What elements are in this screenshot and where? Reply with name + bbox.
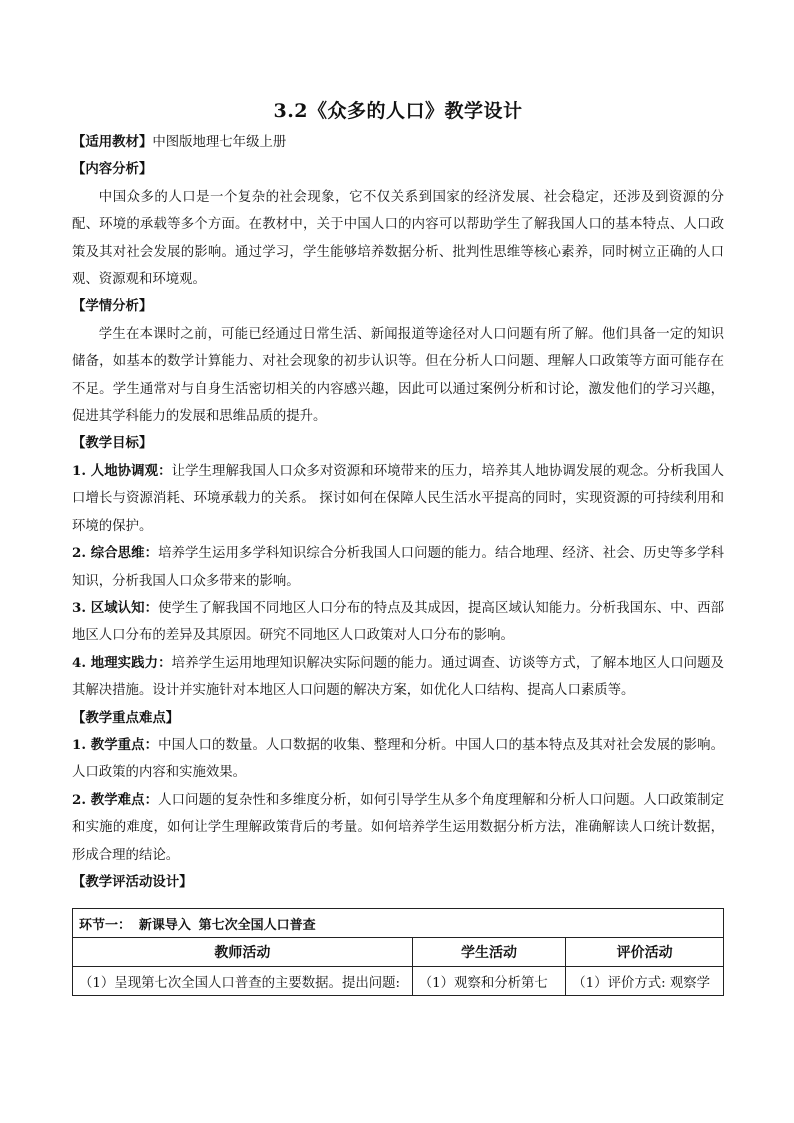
objective-lead: 2. 综合思维： xyxy=(72,545,159,562)
key-point-item xyxy=(72,787,724,869)
objective-text: 让学生理解我国人口众多对资源和环境带来的压力，培养其人地协调发展的观念。分析我国人口增长与资源消耗、环境承载力的关系。 探讨如何在保障人民生活水平提高的同时，实现资源的可持续利用和环境的保护。 xyxy=(72,463,725,534)
objective-text: 培养学生运用多学科知识综合分析我国人口问题的能力。结合地理、经济、社会、历史等多学科知识，分析我国人口众多带来的影响。 xyxy=(72,546,725,589)
key-point-lead: 2. 教学难点： xyxy=(72,791,159,808)
key-point-text: 中国人口的数量。人口数据的收集、整理和分析。中国人口的基本特点及其对社会发展的影响。人口政策的内容和实施效果。 xyxy=(72,737,725,781)
objective-item xyxy=(72,650,724,705)
column-header: 学生活动 xyxy=(412,938,566,967)
learner-analysis-heading: 【学情分析】 xyxy=(72,298,153,315)
objective-lead: 4. 地理实践力： xyxy=(72,654,172,671)
evaluation-heading: 【教学评活动设计】 xyxy=(72,873,193,890)
objective-lead: 3. 区域认知： xyxy=(72,599,159,616)
objective-item xyxy=(72,458,724,540)
table-row xyxy=(73,909,724,938)
key-point-lead: 1. 教学重点： xyxy=(72,736,159,753)
objectives-heading: 【教学目标】 xyxy=(72,435,153,452)
column-header: 评价活动 xyxy=(566,938,724,967)
key-point-text: 人口问题的复杂性和多维度分析，如何引导学生从多个角度理解和分析人口问题。人口政策制定和实施的难度，如何让学生理解政策背后的考量。如何培养学生运用数据分析方法，准确解读人口统计数据，形成合理的结论。 xyxy=(72,792,725,863)
objective-item xyxy=(72,540,724,595)
table-cell: （1）呈现第七次全国人口普查的主要数据。提出问题: xyxy=(73,967,413,996)
objective-text: 使学生了解我国不同地区人口分布的特点及其成因，提高区域认知能力。分析我国东、中、西部地区人口分布的差异及其原因。研究不同地区人口政策对人口分布的影响。 xyxy=(72,600,725,644)
key-points-heading: 【教学重点难点】 xyxy=(72,709,180,726)
material-label: 【适用教材】 xyxy=(72,134,153,150)
objective-text: 培养学生运用地理知识解决实际问题的能力。通过调查、访谈等方式，了解本地区人口问题及其解决措施。设计并实施针对本地区人口问题的解决方案，如优化人口结构、提高人口素质等。 xyxy=(72,655,725,699)
content-analysis-text: 中国众多的人口是一个复杂的社会现象，它不仅关系到国家的经济发展、社会稳定，还涉及到资源的分配、环境的承载等多个方面。在教材中，关于中国人口的内容可以帮助学生了解我国人口的基本特点、人口政策及其对社会发展的影响。通过学习，学生能够培养数据分析、批判性思维等核心素养，同时树立正确的人口观、资源观和环境观。 xyxy=(72,189,724,288)
material-value: 中图版地理七年级上册 xyxy=(152,135,287,150)
segment-title-cell: 环节一： 新课导入 第七次全国人口普查 xyxy=(73,909,724,938)
column-header: 教师活动 xyxy=(73,938,413,967)
table-row xyxy=(73,967,724,996)
material-line xyxy=(72,129,724,156)
table-header-row xyxy=(73,938,724,967)
content-analysis-heading: 【内容分析】 xyxy=(72,161,153,178)
page-title: 3.2《众多的人口》教学设计 xyxy=(273,100,523,122)
evaluation-table xyxy=(72,908,724,996)
learner-analysis-text: 学生在本课时之前，可能已经通过日常生活、新闻报道等途径对人口问题有所了解。他们具备一定的知识储备，如基本的数学计算能力、对社会现象的初步认识等。但在分析人口问题、理解人口政策等方面可能存在不足。学生通常对与自身生活密切相关的内容感兴趣，因此可以通过案例分析和讨论，激发他们的学习兴趣，促进其学科能力的发展和思维品质的提升。 xyxy=(72,326,724,425)
objective-lead: 1. 人地协调观： xyxy=(72,462,172,479)
objective-item xyxy=(72,595,724,650)
table-cell: （1）观察和分析第七 xyxy=(412,967,566,996)
key-point-item xyxy=(72,732,724,787)
table-cell: （1）评价方式: 观察学 xyxy=(566,967,724,996)
